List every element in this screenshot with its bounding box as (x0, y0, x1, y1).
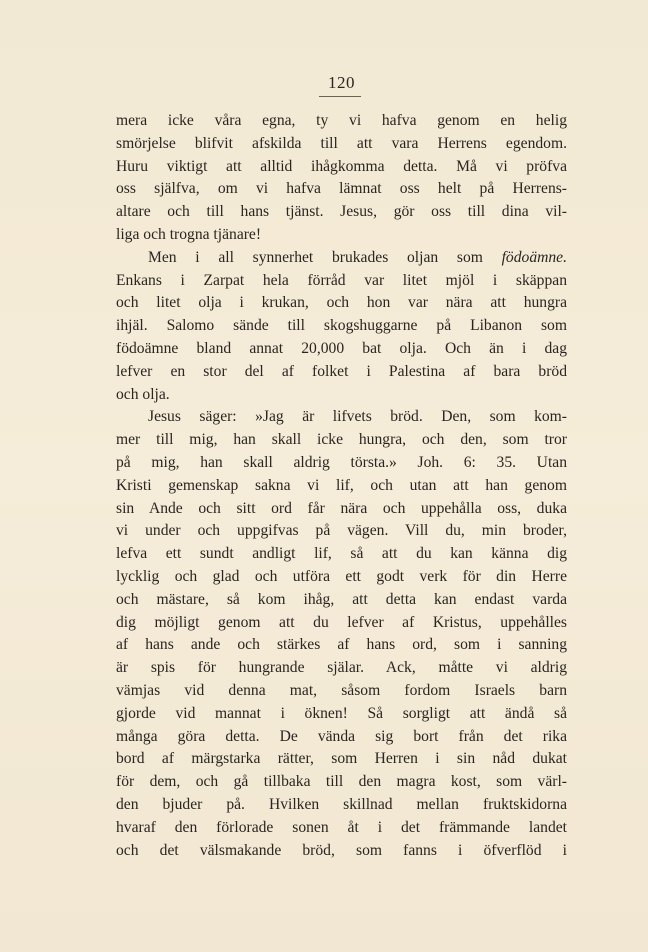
text-line: och litet olja i krukan, och hon var nära att hungra (116, 294, 567, 312)
text-line: Jesus säger: »Jag är lifvets bröd. Den, som kom- (148, 408, 567, 426)
emphasized-word: födoämne. (501, 248, 567, 266)
text-line: hvaraf den förlorade sonen åt i det främmande landet (116, 818, 567, 836)
text-line: ihjäl. Salomo sände till skogshuggarne på Libanon som (116, 317, 567, 335)
text-line: och mästare, så kom ihåg, att detta kan endast varda (116, 590, 567, 608)
text-line: mer till mig, han skall icke hungra, och den, som tror (116, 431, 567, 449)
text-line: Huru viktigt att alltid ihågkomma detta. Må vi pröfva (116, 157, 567, 175)
text-line: är spis för hungrande själar. Ack, måtte vi aldrig (116, 659, 567, 677)
text-line: smörjelse blifvit afskilda till att vara Herrens egendom. (116, 134, 567, 152)
text-line: och det välsmakande bröd, som fanns i öfverflöd i (116, 841, 567, 859)
text-line: liga och trogna tjänare! (116, 225, 262, 243)
text-line: vämjas vid denna mat, såsom fordom Israels barn (116, 681, 567, 699)
text-line: lefva ett sundt andligt lif, så att du kan känna dig (116, 545, 567, 563)
text-line: Kristi gemenskap sakna vi lif, och utan att han genom (116, 476, 567, 494)
text-line: för dem, och gå tillbaka till den magra kost, som värl- (116, 773, 567, 791)
text-line: gjorde vid mannat i öknen! Så sorgligt att ändå så (116, 704, 567, 722)
text-line: födoämne bland annat 20,000 bat olja. Och än i dag (116, 339, 567, 357)
text-line: Enkans i Zarpat hela förråd var litet mjöl i skäppan (116, 271, 567, 289)
text-line: dig möjligt genom att du lefver af Kristus, uppehålles (116, 613, 567, 631)
text-line: lycklig och glad och utföra ett godt verk för din Herre (116, 567, 567, 585)
text-line: bord af märgstarka rätter, som Herren i sin nåd dukat (116, 750, 567, 768)
text-line: lefver en stor del af folket i Palestina af bara bröd (116, 362, 567, 380)
text-line: oss själfva, om vi hafva lämnat oss helt på Herrens- (116, 180, 567, 198)
text-line: Men i all synnerhet brukades oljan som födoämne. (148, 248, 567, 266)
text-line: och olja. (116, 385, 170, 403)
text-line: vi under och uppgifvas på vägen. Vill du, min broder, (116, 522, 567, 540)
body-text (116, 110, 567, 862)
text-line: altare och till hans tjänst. Jesus, gör oss till dina vil- (116, 203, 567, 221)
text-line: den bjuder på. Hvilken skillnad mellan fruktskidorna (116, 795, 567, 813)
page-number: 120 (328, 73, 355, 92)
text-line: af hans ande och stärkes af hans ord, som i sanning (116, 636, 567, 654)
page-number-rule (319, 96, 361, 97)
text-line: på mig, han skall aldrig törsta.» Joh. 6: 35. Utan (116, 453, 567, 471)
text-line: sin Ande och sitt ord får nära och uppehålla oss, duka (116, 499, 567, 517)
text-line: många göra detta. De vända sig bort från det rika (116, 727, 567, 745)
text-line: mera icke våra egna, ty vi hafva genom en helig (116, 112, 567, 129)
